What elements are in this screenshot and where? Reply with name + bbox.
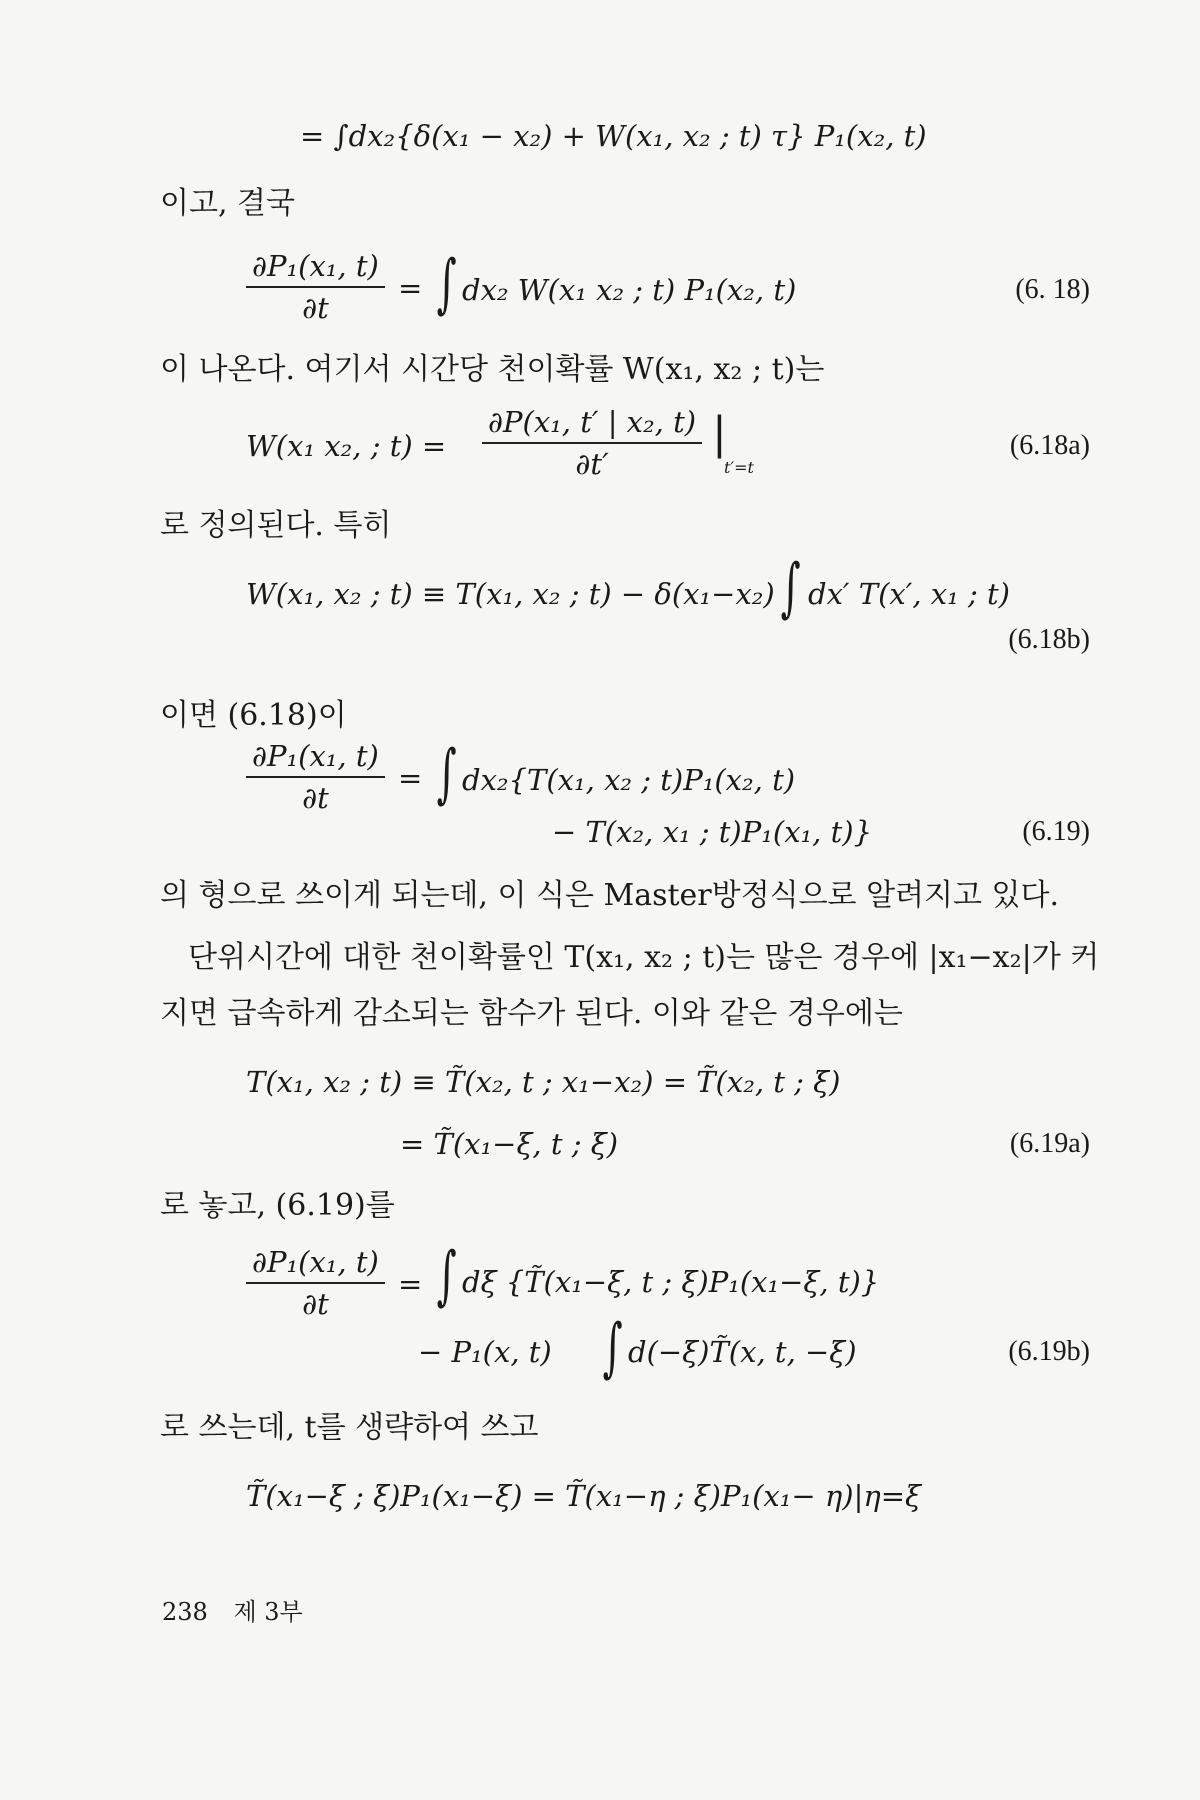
fraction-numerator: ∂P₁(x₁, t) (252, 739, 379, 773)
paragraph-line: 이면 (6.18)이 (160, 698, 347, 733)
equation-6-19a-line-2: = T̃(x₁−ξ, t ; ξ) (400, 1127, 619, 1161)
equation-6-18b-tail: dx′ T(x′, x₁ ; t) (808, 577, 1010, 611)
equation-6-19b-line-2b: d(−ξ)T̃(x, t, −ξ) (628, 1335, 857, 1369)
equals-sign: = (398, 271, 423, 305)
equals-sign: = (398, 1267, 423, 1301)
integral-sign: ∫ (436, 737, 457, 811)
part-label: 제 3부 (233, 1598, 303, 1626)
equation-number: (6.18b) (1008, 624, 1090, 655)
page-number: 238 (162, 1598, 208, 1626)
equals-sign: = (398, 761, 423, 795)
equation-number: (6.19) (1022, 816, 1090, 847)
fraction-denominator: ∂t′ (575, 447, 609, 481)
equation-6-19b-line-2a: − P₁(x, t) (418, 1335, 552, 1369)
integral-sign: ∫ (780, 551, 801, 625)
integral-sign: ∫ (436, 1239, 457, 1313)
paragraph-line: 로 놓고, (6.19)를 (160, 1188, 395, 1223)
equation-top: = ∫dx₂{δ(x₁ − x₂) + W(x₁, x₂ ; t) τ} P₁(x₂, t) (300, 119, 927, 153)
equation-6-18a-lhs: W(x₁ x₂, ; t) = (246, 429, 447, 463)
evaluation-bar: | (712, 408, 727, 459)
paragraph-line: 로 쓰는데, t를 생략하여 쓰고 (160, 1410, 539, 1445)
paragraph-line: 지면 급속하게 감소되는 함수가 된다. 이와 같은 경우에는 (160, 996, 903, 1031)
integral-sign: ∫ (602, 1311, 623, 1385)
fraction-6-18a (482, 404, 702, 482)
equation-number: (6.19b) (1008, 1336, 1090, 1367)
fraction-lhs-6-19b (246, 1244, 385, 1322)
equation-6-19-line-1: dx₂{T(x₁, x₂ ; t)P₁(x₂, t) (462, 763, 796, 797)
equation-6-18-rhs: dx₂ W(x₁ x₂ ; t) P₁(x₂, t) (462, 273, 797, 307)
fraction-numerator: ∂P(x₁, t′ | x₂, t) (488, 405, 697, 439)
fraction-lhs-6-18 (246, 248, 385, 326)
evaluation-subscript: t′=t (724, 458, 754, 477)
equation-6-19b-line-1: dξ {T̃(x₁−ξ, t ; ξ)P₁(x₁−ξ, t)} (462, 1265, 880, 1299)
fraction-denominator: ∂t (302, 1287, 329, 1321)
equation-6-19-line-2: − T(x₂, x₁ ; t)P₁(x₁, t)} (552, 815, 873, 849)
fraction-denominator: ∂t (302, 781, 329, 815)
equation-6-18b: W(x₁, x₂ ; t) ≡ T(x₁, x₂ ; t) − δ(x₁−x₂) (246, 577, 775, 611)
paragraph-line: 로 정의된다. 특히 (160, 508, 392, 543)
paragraph-line: 의 형으로 쓰이게 되는데, 이 식은 Master방정식으로 알려지고 있다. (160, 878, 1060, 913)
page-footer (162, 1592, 321, 1627)
fraction-numerator: ∂P₁(x₁, t) (252, 1245, 379, 1279)
fraction-lhs-6-19 (246, 738, 385, 816)
equation-number: (6.18a) (1009, 430, 1090, 461)
integral-sign: ∫ (436, 247, 457, 321)
equation-last: T̃(x₁−ξ ; ξ)P₁(x₁−ξ) = T̃(x₁−η ; ξ)P₁(x₁− η)|η=ξ (246, 1479, 922, 1513)
equation-number: (6. 18) (1015, 274, 1090, 305)
fraction-denominator: ∂t (302, 291, 329, 325)
equation-number: (6.19a) (1009, 1128, 1090, 1159)
equation-6-19a-line-1: T(x₁, x₂ ; t) ≡ T̃(x₂, t ; x₁−x₂) = T̃(x₂, t ; ξ) (246, 1065, 841, 1099)
paragraph-line: 이고, 결국 (160, 186, 295, 221)
paragraph-line: 단위시간에 대한 천이확률인 T(x₁, x₂ ; t)는 많은 경우에 |x₁−x₂|가 커 (188, 940, 1100, 975)
paragraph-line: 이 나온다. 여기서 시간당 천이확률 W(x₁, x₂ ; t)는 (160, 352, 825, 387)
fraction-numerator: ∂P₁(x₁, t) (252, 249, 379, 283)
